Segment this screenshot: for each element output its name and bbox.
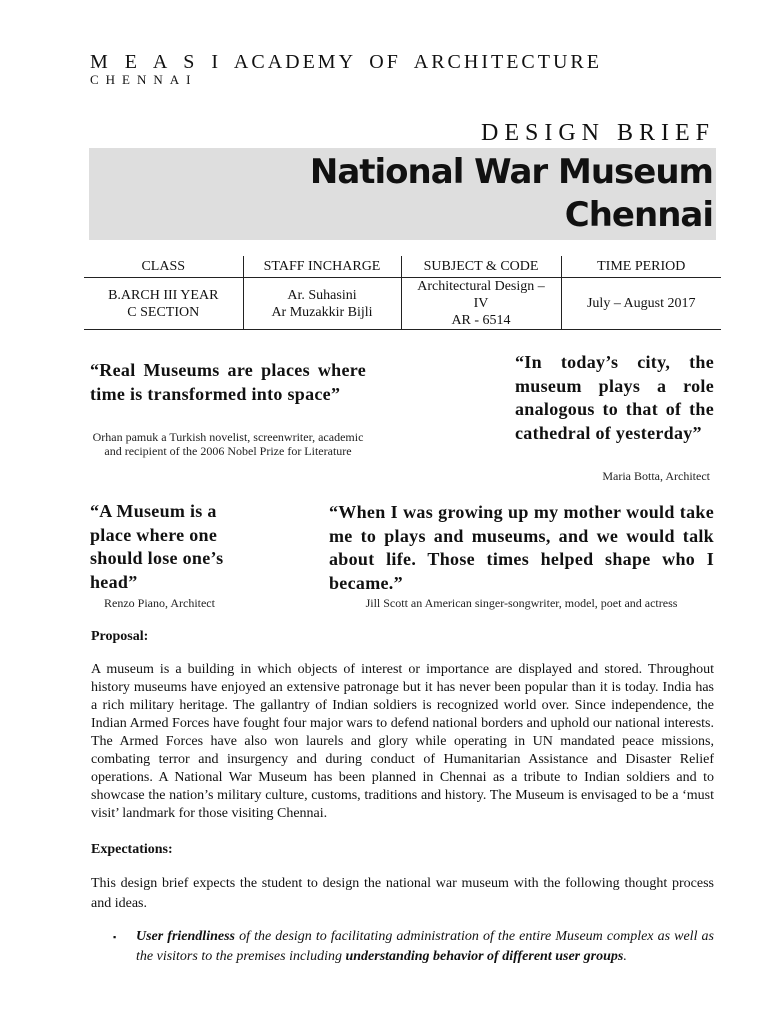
header-subject: SUBJECT & CODE	[401, 256, 561, 278]
header-time-period: TIME PERIOD	[561, 256, 721, 278]
bullet-text	[136, 927, 714, 967]
subject-line: AR - 6514	[451, 313, 511, 328]
course-info-table	[84, 256, 721, 330]
bullet-middle: of the design to facilitating administration of the entire Museum complex as well as the visitors to the premises including	[136, 929, 715, 964]
header-class: CLASS	[84, 256, 243, 278]
quote-pamuk: “Real Museums are places where time is transformed into space”	[90, 360, 366, 404]
quote-attribution-scott: Jill Scott an American singer-songwriter, model, poet and actress	[365, 596, 678, 610]
proposal-paragraph: A museum is a building in which objects of interest or importance are displayed and stored. Throughout history museums have enjoyed an extensive patronage but it has never been popular than it is today. India has a rich military heritage. The gallantry of Indian soldiers is recognized world over. Since independence, the Indian Armed Forces have fought four major wars to defend national borders and uphold our national interests. The Armed Forces have also won laurels and glory while operating in UN mandated peace missions, combating terror and insurgency and during conduct of Humanitarian Assistance and Disaster Relief operations. A National War Museum has been planned in Chennai as a tribute to Indian soldiers and to showcase the nation’s military culture, customs, traditions and history. The Museum is envisaged to be a ‘must visit’ landmark for those visiting Chennai.	[91, 662, 714, 821]
title-banner	[89, 148, 716, 240]
table-header-row	[84, 256, 721, 278]
expectations-intro: This design brief expects the student to design the national war museum with the following thought process and ideas.	[91, 876, 714, 911]
quote-attribution-botta: Maria Botta, Architect	[602, 469, 710, 483]
academy-name: M E A S I ACADEMY OF ARCHITECTURE	[90, 51, 602, 73]
document-title	[310, 151, 713, 237]
subject-line: IV	[473, 296, 489, 311]
bullet-lead: User friendliness	[136, 929, 235, 944]
title-line-2: Chennai	[564, 195, 713, 235]
class-line: C SECTION	[127, 304, 200, 320]
expectations-heading: Expectations:	[91, 842, 173, 857]
staff-line: Ar Muzakkir Bijli	[271, 304, 373, 320]
quote-scott: “When I was growing up my mother would take me to plays and museums, and we would talk about life. Those times helped shape who I became.”	[329, 502, 714, 593]
staff-cell	[243, 278, 401, 330]
academy-city: CHENNAI	[90, 72, 198, 87]
table-row	[84, 278, 721, 330]
design-brief-label: DESIGN BRIEF	[480, 120, 715, 146]
quote-botta: “In today’s city, the museum plays a role analogous to that of the cathedral of yesterday”	[515, 352, 714, 443]
header-staff: STAFF INCHARGE	[243, 256, 401, 278]
class-line: B.ARCH III YEAR	[108, 287, 219, 303]
proposal-heading: Proposal:	[91, 629, 149, 644]
quote-piano: “A Museum is a place where one should lose one’s head”	[90, 501, 224, 592]
time-period-cell: July – August 2017	[561, 278, 721, 330]
staff-line: Ar. Suhasini	[287, 287, 357, 303]
quote-attribution-piano: Renzo Piano, Architect	[104, 596, 215, 610]
bullet-emphasis: understanding behavior of different user groups	[345, 949, 624, 964]
subject-line: Architectural Design –	[417, 279, 545, 294]
quote-attribution-pamuk: Orhan pamuk a Turkish novelist, screenwriter, academic and recipient of the 2006 Nobel Prize for Literature	[92, 430, 364, 458]
bullet-end: .	[623, 949, 627, 964]
square-bullet-icon: ▪	[113, 932, 117, 942]
class-cell	[84, 278, 243, 330]
title-line-1: National War Museum	[309, 152, 713, 192]
subject-cell	[401, 278, 561, 330]
